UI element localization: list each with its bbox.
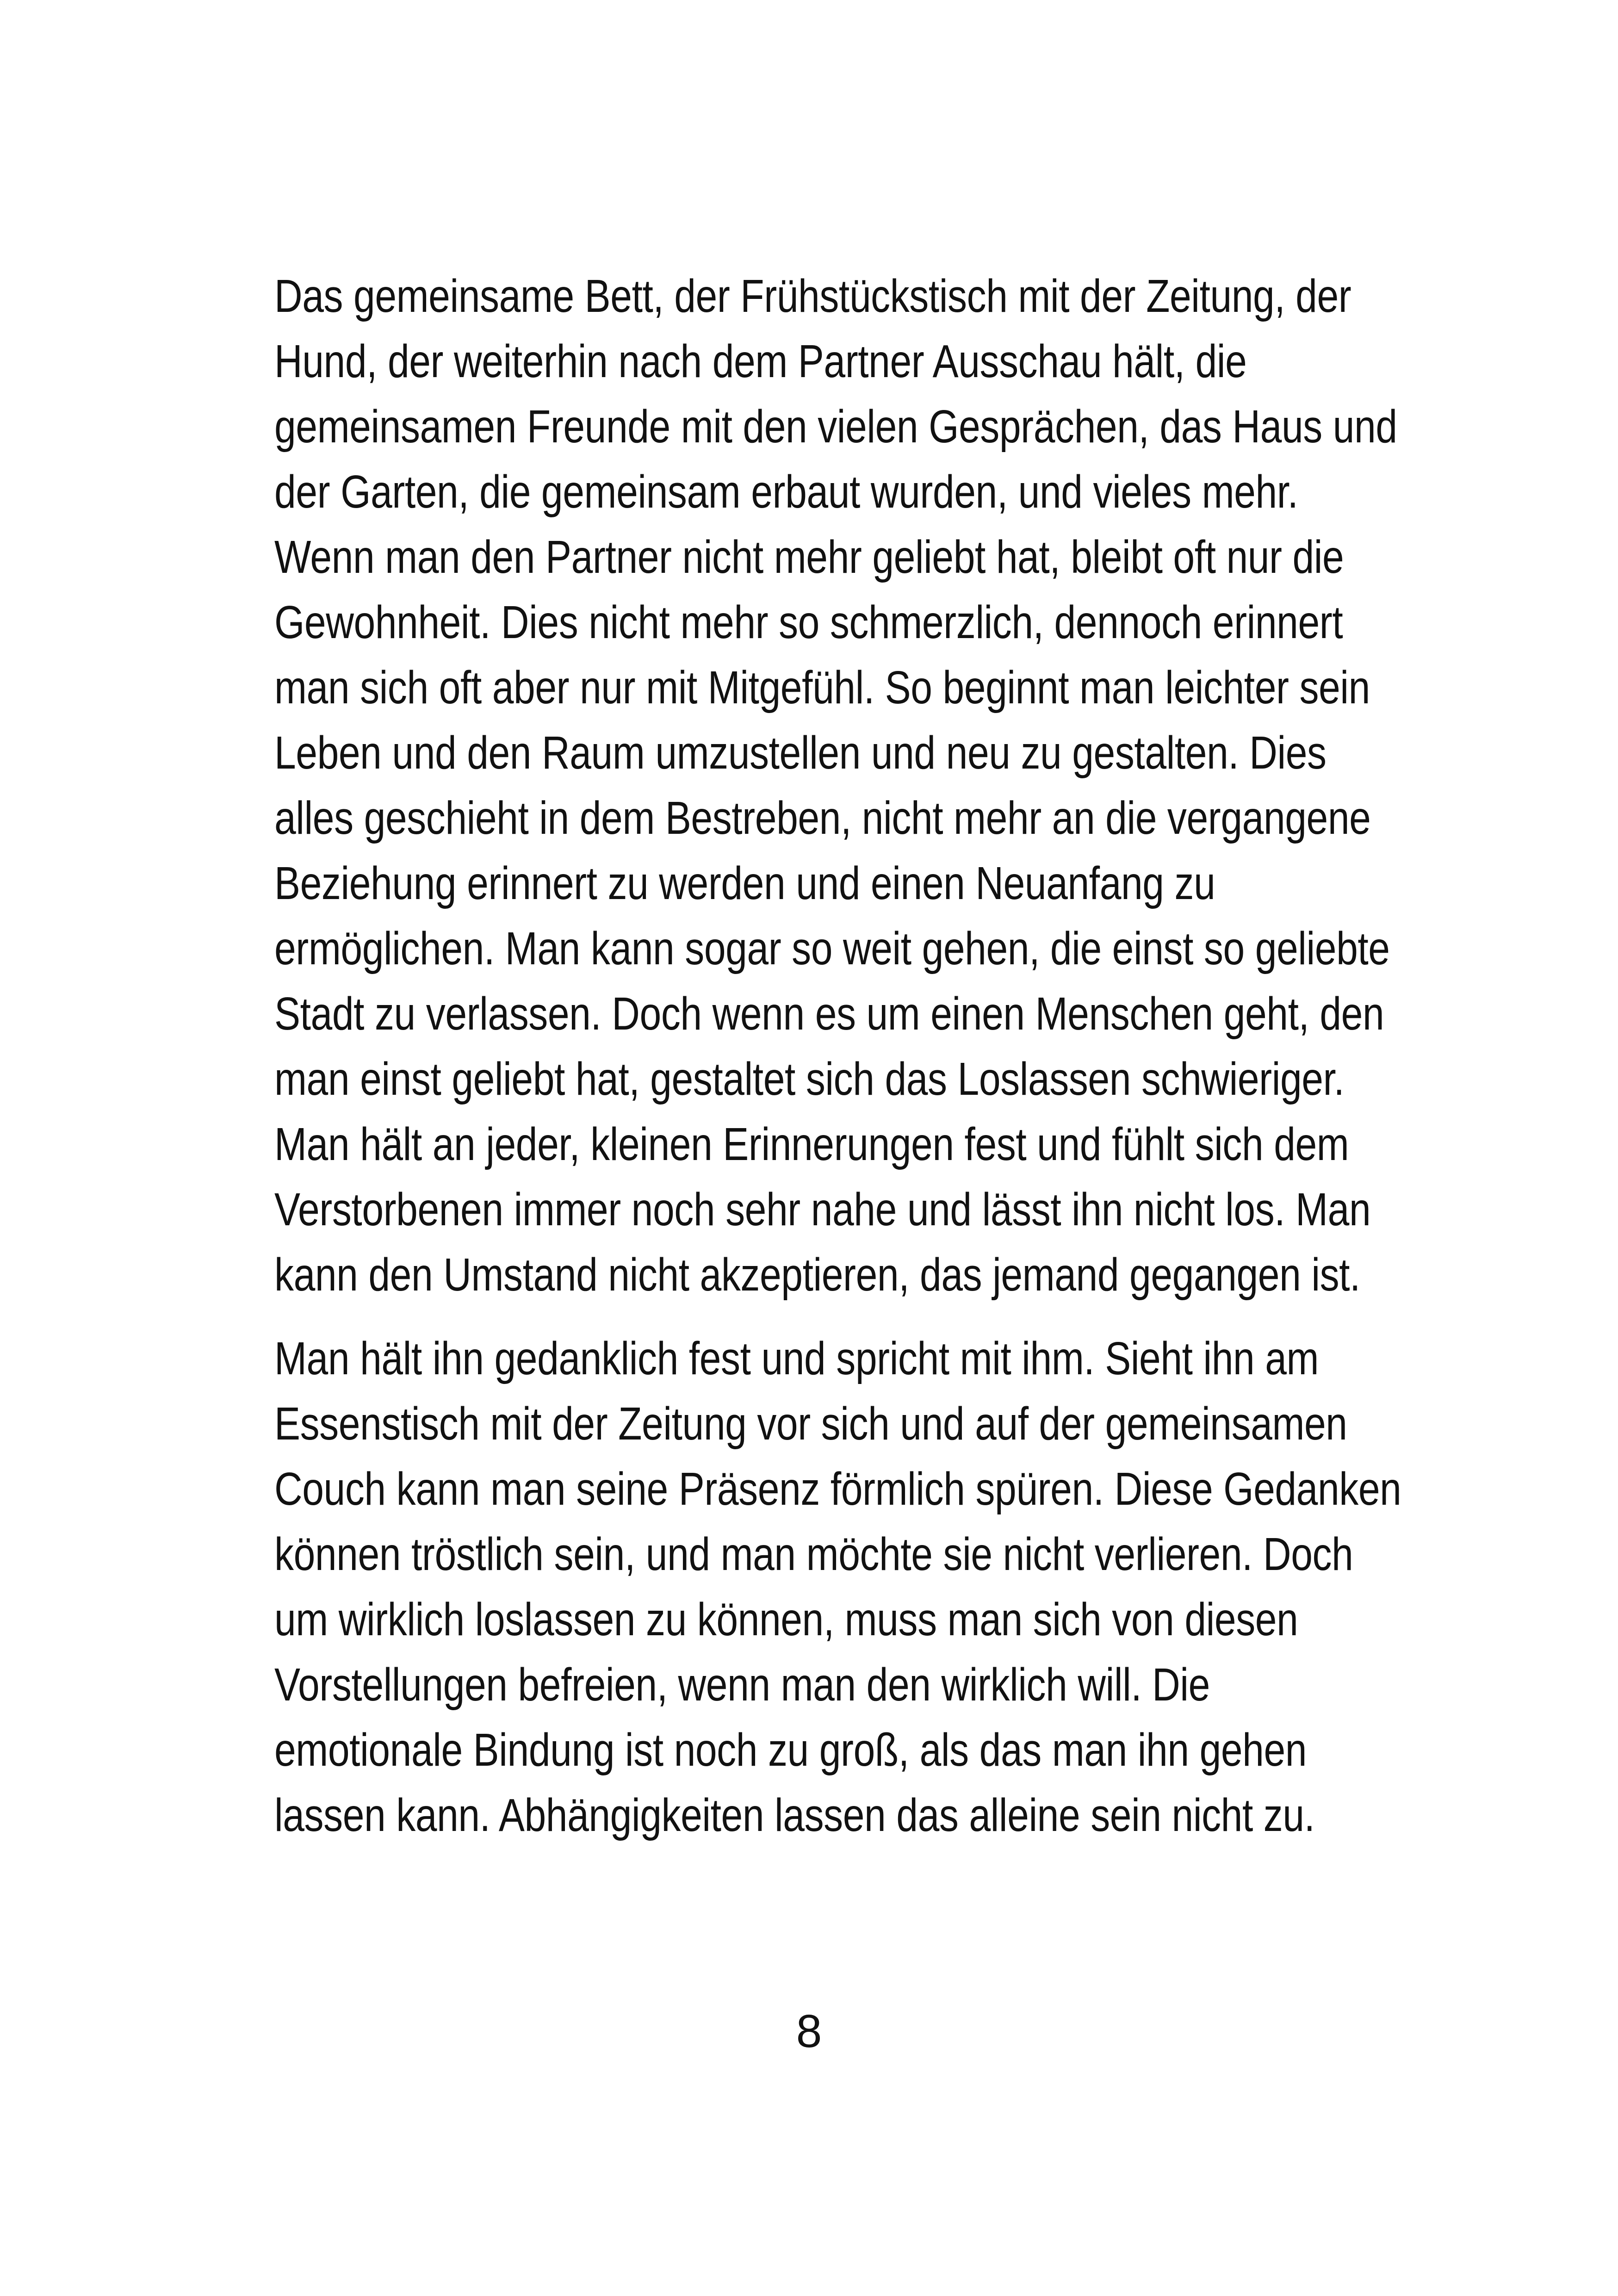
page-number: 8 <box>796 2005 822 2057</box>
text-line: Hund, der weiterhin nach dem Partner Ausschau hält, die <box>274 335 1247 387</box>
paragraph-2 <box>274 1326 1401 1848</box>
text-line: Wenn man den Partner nicht mehr geliebt hat, bleibt oft nur die <box>274 531 1344 583</box>
text-line: können tröstlich sein, und man möchte sie nicht verlieren. Doch <box>274 1528 1353 1580</box>
text-line: Vorstellungen befreien, wenn man den wirklich will. Die <box>274 1659 1210 1711</box>
text-line: Verstorbenen immer noch sehr nahe und lässt ihn nicht los. Man <box>274 1184 1371 1235</box>
text-line: Man hält an jeder, kleinen Erinnerungen fest und fühlt sich dem <box>274 1118 1349 1170</box>
text-line: man sich oft aber nur mit Mitgefühl. So beginnt man leichter sein <box>274 662 1370 714</box>
paragraph-1 <box>274 264 1397 1308</box>
text-line: Gewohnheit. Dies nicht mehr so schmerzlich, dennoch erinnert <box>274 596 1343 648</box>
text-line: der Garten, die gemeinsam erbaut wurden, und vieles mehr. <box>274 466 1298 518</box>
text-line: kann den Umstand nicht akzeptieren, das jemand gegangen ist. <box>274 1249 1360 1301</box>
text-line: alles geschieht in dem Bestreben, nicht mehr an die vergangene <box>274 792 1371 844</box>
text-line: Essenstisch mit der Zeitung vor sich und auf der gemeinsamen <box>274 1398 1347 1450</box>
body-text <box>274 264 1401 1848</box>
text-line: um wirklich loslassen zu können, muss man sich von diesen <box>274 1594 1298 1645</box>
text-line: Stadt zu verlassen. Doch wenn es um einen Menschen geht, den <box>274 988 1384 1040</box>
text-line: emotionale Bindung ist noch zu groß, als das man ihn gehen <box>274 1724 1307 1776</box>
text-line: Das gemeinsame Bett, der Frühstückstisch mit der Zeitung, der <box>274 270 1351 322</box>
text-line: lassen kann. Abhängigkeiten lassen das alleine sein nicht zu. <box>274 1789 1315 1841</box>
text-line: man einst geliebt hat, gestaltet sich das Loslassen schwieriger. <box>274 1053 1345 1105</box>
text-line: gemeinsamen Freunde mit den vielen Gesprächen, das Haus und <box>274 401 1397 453</box>
text-line: Couch kann man seine Präsenz förmlich spüren. Diese Gedanken <box>274 1463 1401 1515</box>
text-line: Beziehung erinnert zu werden und einen Neuanfang zu <box>274 857 1215 909</box>
text-line: Man hält ihn gedanklich fest und spricht mit ihm. Sieht ihn am <box>274 1333 1319 1384</box>
text-line: ermöglichen. Man kann sogar so weit gehen, die einst so geliebte <box>274 923 1390 974</box>
text-line: Leben und den Raum umzustellen und neu zu gestalten. Dies <box>274 727 1327 779</box>
